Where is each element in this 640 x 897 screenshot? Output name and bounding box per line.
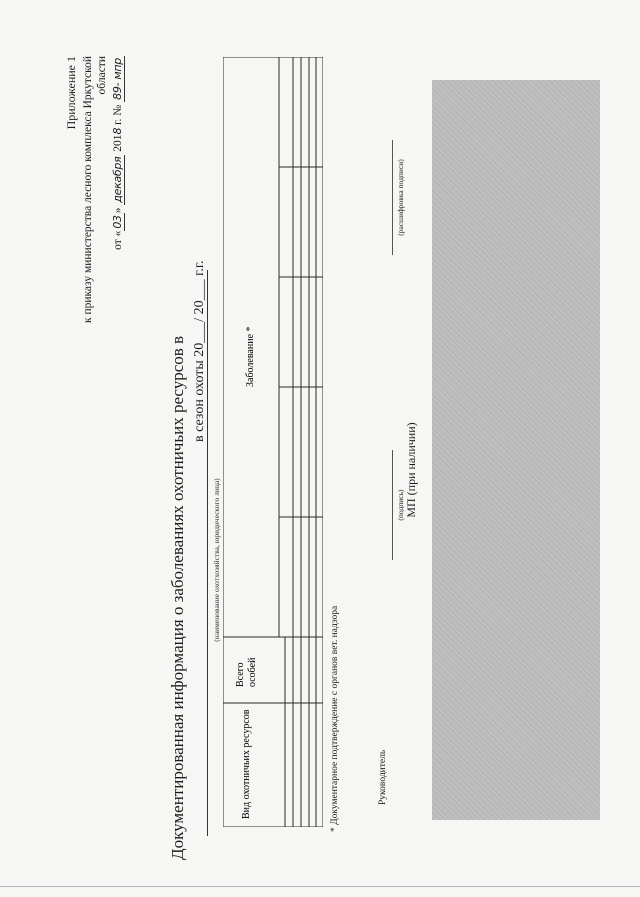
- date-mid: »: [112, 204, 124, 214]
- decoding-line: [392, 140, 393, 255]
- decoding-caption: (расшифровка подписи): [396, 159, 405, 236]
- organization-name-line: [207, 270, 208, 836]
- date-day: 03: [111, 215, 124, 229]
- annex-region-word: области: [96, 56, 108, 95]
- season-line: в сезон охоты 20___/ 20___ г.г.: [192, 260, 207, 442]
- date-year-prefix: 201: [112, 134, 124, 155]
- redacted-gray-area: [432, 80, 600, 820]
- date-number: 89- мпр: [111, 58, 124, 100]
- scan-bottom-edge: [0, 886, 640, 887]
- stamp-placeholder: МП (при наличии): [404, 422, 418, 518]
- date-year-suffix: 8: [111, 127, 124, 135]
- signer-label: Руководитель: [378, 749, 388, 805]
- header-resource-type: Вид охотничьих ресурсов: [241, 709, 252, 819]
- annex-title: Приложение 1: [64, 56, 78, 130]
- header-disease: Заболевание *: [245, 326, 256, 387]
- date-prefix: от «: [112, 230, 124, 250]
- header-total-count: Всегоособей: [235, 657, 258, 687]
- rotated-page-content: [0, 48, 600, 860]
- document-title: Документированная информация о заболеваниях охотничьих ресурсов в: [168, 335, 187, 860]
- date-number-prefix: г. №: [112, 101, 124, 128]
- organization-name-caption: (наименование охотхозяйства, юридического лица): [212, 478, 221, 642]
- disease-table: [223, 57, 323, 827]
- signature-line: [392, 450, 393, 560]
- annex-order-line: к приказу министерства лесного комплекса Иркутской: [82, 56, 94, 324]
- date-month: декабря: [111, 156, 124, 203]
- footnote: * Документарное подтверждение с органов вет. надзора: [330, 605, 340, 832]
- signature-caption: (подпись): [396, 489, 405, 521]
- annex-date-line: [111, 56, 125, 340]
